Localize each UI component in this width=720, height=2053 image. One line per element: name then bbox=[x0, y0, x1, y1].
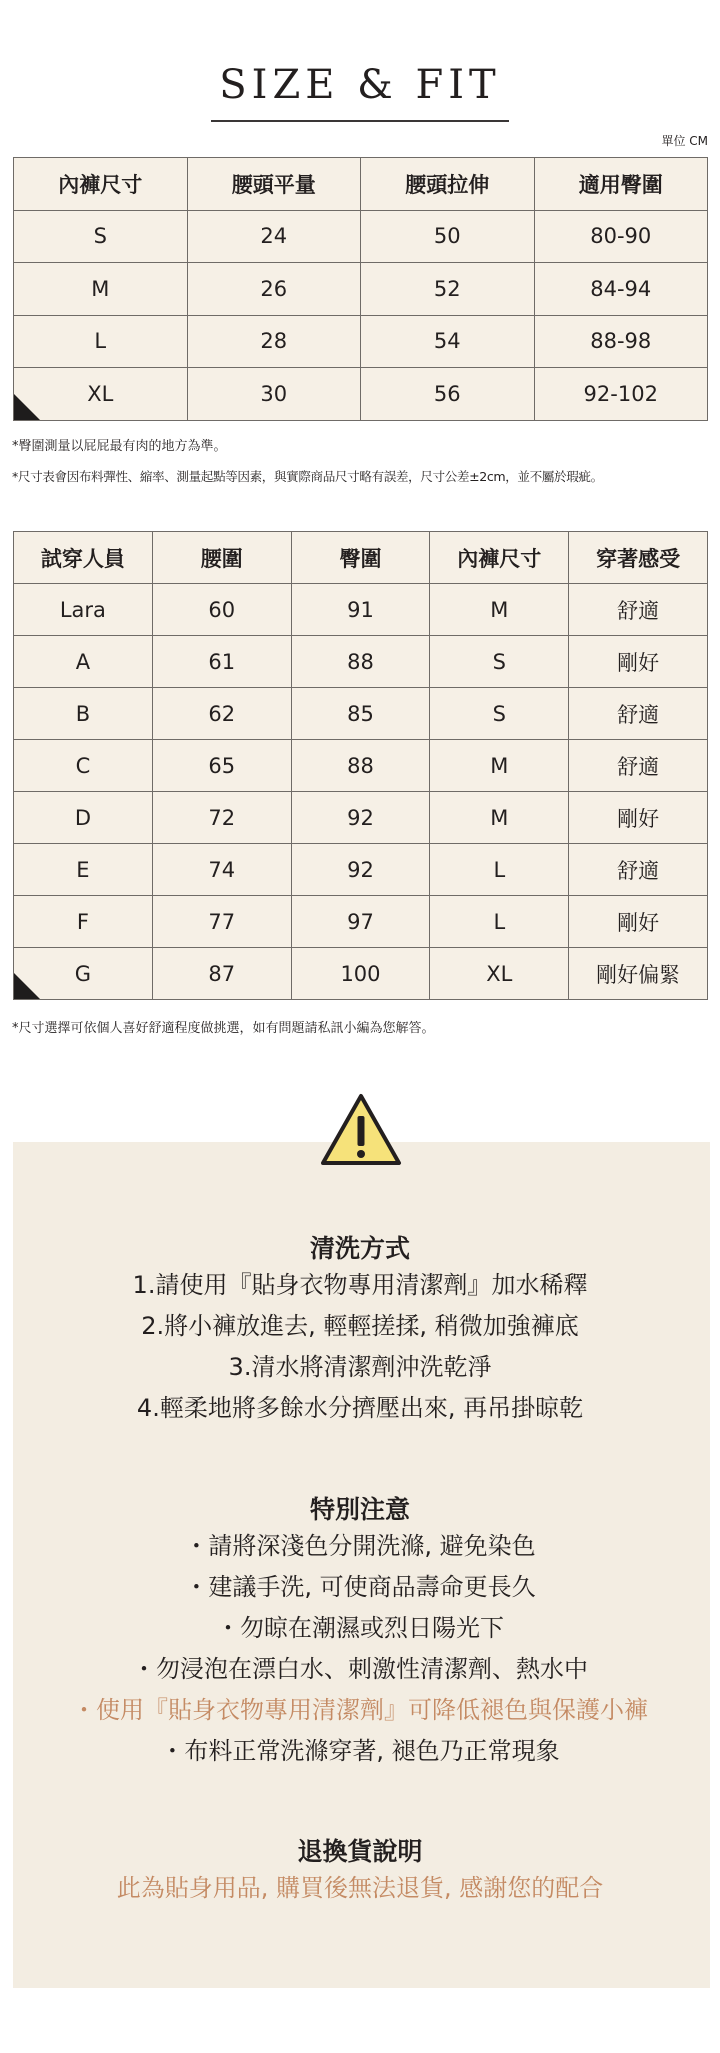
notice-line: ・建議手洗, 可使商品壽命更長久 bbox=[184, 1573, 536, 1601]
notice-section bbox=[0, 1494, 720, 1772]
header-cell: 腰頭平量 bbox=[187, 158, 361, 211]
unit-label: 單位 CM bbox=[661, 134, 708, 148]
table-cell: E bbox=[14, 844, 153, 896]
table-cell: 30 bbox=[187, 368, 361, 421]
table-cell: 舒適 bbox=[569, 688, 708, 740]
table-cell: A bbox=[14, 636, 153, 688]
table-cell: Lara bbox=[14, 584, 153, 636]
table-cell: 62 bbox=[152, 688, 291, 740]
table-cell: S bbox=[430, 688, 569, 740]
notice-line: ・勿晾在潮濕或烈日陽光下 bbox=[216, 1614, 504, 1642]
table-row bbox=[14, 315, 708, 368]
table-cell: 剛好 bbox=[569, 636, 708, 688]
table-cell: C bbox=[14, 740, 153, 792]
table-cell: 50 bbox=[361, 210, 535, 263]
table-cell: 52 bbox=[361, 263, 535, 316]
return-line: 此為貼身用品, 購買後無法退貨, 感謝您的配合 bbox=[116, 1874, 604, 1902]
table-cell: 74 bbox=[152, 844, 291, 896]
header-cell: 內褲尺寸 bbox=[14, 158, 188, 211]
header-cell: 腰頭拉伸 bbox=[361, 158, 535, 211]
table-cell: 88-98 bbox=[534, 315, 708, 368]
table-cell: 舒適 bbox=[569, 584, 708, 636]
table-cell: 剛好 bbox=[569, 896, 708, 948]
table-cell: 72 bbox=[152, 792, 291, 844]
table-cell: 88 bbox=[291, 636, 430, 688]
table-cell: 60 bbox=[152, 584, 291, 636]
table-cell: 100 bbox=[291, 948, 430, 1000]
table-cell: 剛好 bbox=[569, 792, 708, 844]
return-section bbox=[0, 1836, 720, 1909]
table-cell: M bbox=[430, 792, 569, 844]
wash-section bbox=[0, 1233, 720, 1429]
table-cell: L bbox=[14, 315, 188, 368]
table-cell: 26 bbox=[187, 263, 361, 316]
table-cell: M bbox=[430, 584, 569, 636]
wash-line: 2.將小褲放進去, 輕輕搓揉, 稍微加強褲底 bbox=[141, 1312, 579, 1340]
table-cell: 61 bbox=[152, 636, 291, 688]
table-cell: 87 bbox=[152, 948, 291, 1000]
table-row bbox=[14, 844, 708, 896]
table-cell: 56 bbox=[361, 368, 535, 421]
table-cell bbox=[14, 368, 188, 421]
cell-text: XL bbox=[87, 381, 114, 406]
table-row bbox=[14, 368, 708, 421]
table-cell: 92 bbox=[291, 844, 430, 896]
size-table-header bbox=[14, 158, 708, 211]
title-block bbox=[0, 60, 720, 122]
table-row bbox=[14, 688, 708, 740]
size-choice-note: *尺寸選擇可依個人喜好舒適程度做挑選，如有問題請私訊小編為您解答。 bbox=[12, 1021, 435, 1036]
trial-table bbox=[13, 531, 708, 1000]
wash-line: 4.輕柔地將多餘水分擠壓出來, 再吊掛晾乾 bbox=[136, 1394, 584, 1422]
notice-line: ・布料正常洗滌穿著, 褪色乃正常現象 bbox=[160, 1737, 560, 1765]
table-cell: 舒適 bbox=[569, 844, 708, 896]
notice-line: ・請將深淺色分開洗滌, 避免染色 bbox=[184, 1532, 536, 1560]
table-row bbox=[14, 584, 708, 636]
table-cell: 24 bbox=[187, 210, 361, 263]
table-cell: 77 bbox=[152, 896, 291, 948]
warning-triangle-icon bbox=[319, 1092, 403, 1168]
header-cell: 內褲尺寸 bbox=[430, 532, 569, 584]
table-cell: 88 bbox=[291, 740, 430, 792]
table-cell: L bbox=[430, 896, 569, 948]
header-cell: 臀圍 bbox=[291, 532, 430, 584]
wash-heading: 清洗方式 bbox=[309, 1234, 410, 1263]
table-cell: B bbox=[14, 688, 153, 740]
page-title: SIZE & FIT bbox=[211, 60, 508, 122]
table-row bbox=[14, 263, 708, 316]
table-cell: 80-90 bbox=[534, 210, 708, 263]
table-row bbox=[14, 636, 708, 688]
header-cell: 試穿人員 bbox=[14, 532, 153, 584]
table-cell: F bbox=[14, 896, 153, 948]
corner-decoration bbox=[14, 394, 40, 420]
table-cell: XL bbox=[430, 948, 569, 1000]
table-cell: 85 bbox=[291, 688, 430, 740]
table-cell: 91 bbox=[291, 584, 430, 636]
table-cell: 92-102 bbox=[534, 368, 708, 421]
header-cell: 穿著感受 bbox=[569, 532, 708, 584]
notice-line-highlight: ・使用『貼身衣物專用清潔劑』可降低褪色與保護小褲 bbox=[72, 1696, 648, 1724]
table-cell: 92 bbox=[291, 792, 430, 844]
table-row bbox=[14, 210, 708, 263]
table-row bbox=[14, 896, 708, 948]
table-cell bbox=[14, 948, 153, 1000]
table-row bbox=[14, 792, 708, 844]
table-cell: 97 bbox=[291, 896, 430, 948]
table-cell: 28 bbox=[187, 315, 361, 368]
table-cell: D bbox=[14, 792, 153, 844]
corner-decoration bbox=[14, 973, 40, 999]
wash-line: 3.清水將清潔劑沖洗乾淨 bbox=[228, 1353, 492, 1381]
table-cell: M bbox=[430, 740, 569, 792]
trial-table-header bbox=[14, 532, 708, 584]
wash-line: 1.請使用『貼身衣物專用清潔劑』加水稀釋 bbox=[132, 1271, 588, 1299]
measure-note: *臀圍測量以屁屁最有肉的地方為準。 bbox=[12, 439, 227, 454]
tolerance-note: *尺寸表會因布料彈性、縮率、測量起點等因素，與實際商品尺寸略有誤差，尺寸公差±2cm，並不屬於瑕疵。 bbox=[12, 469, 603, 484]
table-cell: L bbox=[430, 844, 569, 896]
table-cell: 84-94 bbox=[534, 263, 708, 316]
cell-text: G bbox=[74, 961, 92, 986]
notice-line: ・勿浸泡在漂白水、刺激性清潔劑、熱水中 bbox=[132, 1655, 588, 1683]
table-cell: 剛好偏緊 bbox=[569, 948, 708, 1000]
table-cell: S bbox=[430, 636, 569, 688]
table-cell: S bbox=[14, 210, 188, 263]
table-row bbox=[14, 948, 708, 1000]
notice-heading: 特別注意 bbox=[309, 1495, 410, 1524]
header-cell: 腰圍 bbox=[152, 532, 291, 584]
return-heading: 退換貨說明 bbox=[297, 1837, 423, 1866]
table-row bbox=[14, 740, 708, 792]
size-table bbox=[13, 157, 708, 421]
table-cell: 54 bbox=[361, 315, 535, 368]
table-cell: M bbox=[14, 263, 188, 316]
table-cell: 65 bbox=[152, 740, 291, 792]
table-cell: 舒適 bbox=[569, 740, 708, 792]
header-cell: 適用臀圍 bbox=[534, 158, 708, 211]
